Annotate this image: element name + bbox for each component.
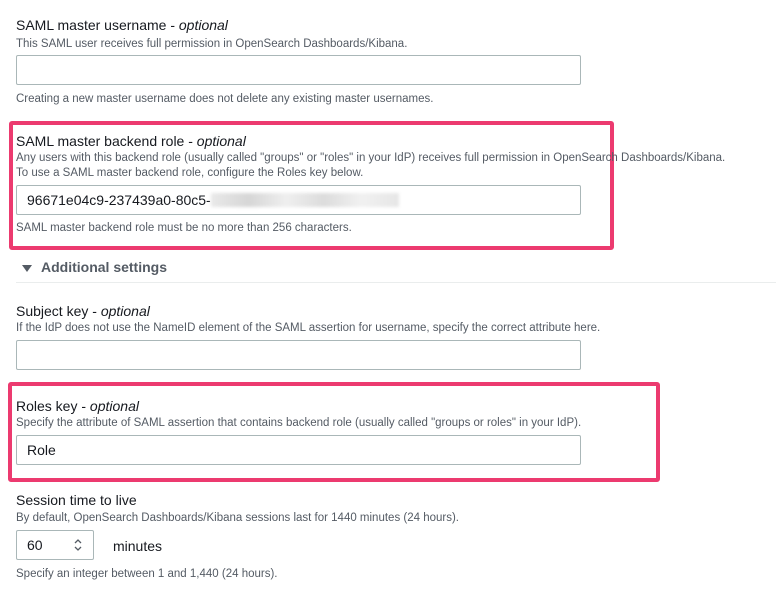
saml-master-backend-role-input[interactable] (16, 185, 581, 215)
session-time-stepper[interactable] (16, 530, 94, 560)
saml-master-backend-role-value: 96671e04c9-237439a0-80c5- (27, 192, 211, 208)
saml-master-username-description: This SAML user receives full permission in OpenSearch Dashboards/Kibana. (16, 38, 408, 50)
subject-key-description: If the IdP does not use the NameID element of the SAML assertion for username, specify the correct attribute here. (16, 322, 601, 334)
session-time-hint: Specify an integer between 1 and 1,440 (24 hours). (16, 568, 278, 580)
saml-master-username-input[interactable] (16, 55, 581, 85)
saml-master-backend-role-label: SAML master backend role - optional (16, 133, 246, 149)
session-time-description: By default, OpenSearch Dashboards/Kibana sessions last for 1440 minutes (24 hours). (16, 512, 459, 524)
session-time-unit: minutes (113, 538, 163, 554)
saml-master-backend-role-hint: SAML master backend role must be no more than 256 characters. (16, 222, 352, 234)
caret-down-icon (21, 261, 33, 273)
additional-settings-toggle[interactable] (21, 259, 167, 275)
roles-key-label: Roles key - optional (16, 398, 139, 414)
additional-settings-divider (16, 282, 776, 283)
session-time-value: 60 (27, 537, 43, 553)
saml-master-username-label: SAML master username - optional (16, 17, 228, 33)
subject-key-input[interactable] (16, 340, 581, 370)
stepper-arrows-icon[interactable] (73, 538, 83, 552)
subject-key-label: Subject key - optional (16, 303, 150, 319)
roles-key-description: Specify the attribute of SAML assertion that contains backend role (usually called "groups or roles" in your IdP). (16, 417, 582, 429)
saml-master-username-hint: Creating a new master username does not delete any existing master usernames. (16, 93, 434, 105)
session-time-label: Session time to live (16, 492, 137, 508)
redacted-blur (211, 193, 399, 207)
saml-master-backend-role-description: Any users with this backend role (usually called "groups" or "roles" in your IdP) receives full permission in OpenSearch Dashboards/Kibana. (16, 152, 726, 164)
saml-master-backend-role-description-2: To use a SAML master backend role, configure the Roles key below. (16, 167, 364, 179)
additional-settings-label: Additional settings (41, 259, 167, 275)
roles-key-input[interactable]: Role (16, 435, 581, 465)
